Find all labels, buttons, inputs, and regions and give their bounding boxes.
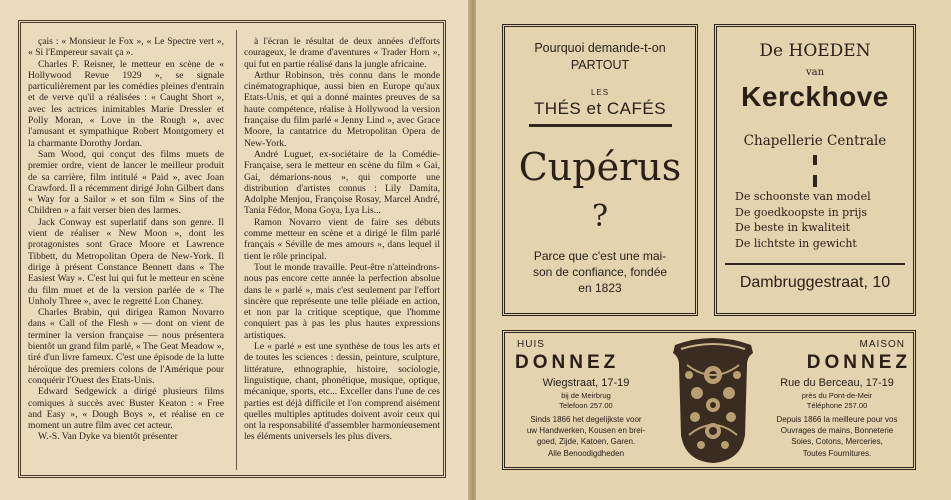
paragraph: Arthur Robinson, très connu dans le monde cinématographique, aussi bien en Europe qu'aux Etats-Unis, et qui a donné maintes preuves de sa haute compétence, réalise à Hollywood la version française du film parlé « Jenny Lind », avec Grace Moore, la cantatrice du Metropolitan Opera de New-York.	[244, 69, 440, 149]
feature-item: De lichtste in gewicht	[735, 236, 857, 250]
paragraph: çais : « Monsieur le Fox », « Le Spectre vert », « Si l'Empereur savait ça ».	[28, 36, 224, 59]
tel-right: Téléphone 257.00	[806, 401, 868, 410]
text-column-2	[244, 36, 440, 443]
desc-left-2: uw Handwerken, Kousen en brei-	[526, 426, 646, 435]
desc-right-2: Ouvrages de mains, Bonneterie	[780, 426, 894, 435]
donnez-dutch-panel	[505, 333, 667, 467]
ad-address: Dambruggestraat, 10	[739, 274, 891, 291]
label-huis: HUIS	[517, 339, 545, 350]
ad-underline	[529, 124, 672, 127]
brand-kerckhove: Kerckhove	[741, 81, 889, 112]
ad-thes-cafes: THÉS et CAFÉS	[533, 99, 667, 118]
ad-de-hoeden: De HOEDEN	[759, 41, 871, 61]
desc-left-3: goed, Zijde, Katoen, Garen.	[536, 437, 636, 446]
ad-van: van	[805, 67, 825, 78]
paragraph: Edward Sedgewick a dirigé plusieurs films comiques à succès avec Buster Keaton : « Free and Easy », « Dough Boys », et réalise en ce moment un autre film avec cet acteur.	[28, 386, 224, 432]
paragraph: W.-S. Van Dyke va bientôt présenter	[38, 431, 178, 443]
street-left: Wiegstraat, 17-19	[542, 377, 630, 389]
text-column-1	[28, 36, 224, 443]
paragraph: Tout le monde travaille. Peut-être n'atteindrons-nous pas encore cette année la perfection absolue dans le « parlé », mais c'est seulement par l'effort sincère que représente une telle pléiade en action, et non par la critique sceptique, que l'homme conquiert pas à pas les plus hautes expressions artistiques.	[244, 261, 440, 341]
feature-item: De beste in kwaliteit	[735, 221, 851, 234]
desc-left-1: Sinds 1866 het degelijkste voor	[530, 415, 642, 424]
paragraph: Charles F. Reisner, le metteur en scène de « Hollywood Revue 1929 », se signale particulièrement par les comédies pleines d'entrain et de verve qu'il a réalisées : « Caught Short », avec les actrices inimitables Marie Dressler et Polly Moran, « Love in the Rough », avec l'amusant et sympathique Robert Montgomery et la charmante Dorothy Jordan.	[28, 58, 224, 149]
ad-tagline-partout: PARTOUT	[570, 58, 630, 72]
brand-cuperus: Cupérus	[518, 145, 682, 189]
desc-right-4: Toutes Fournitures.	[802, 449, 872, 458]
paragraph: André Luguet, ex-sociétaire de la Comédie-Française, sera le metteur en scène du film « Gai, Gai, démarions-nous », qui comporte une distribution d'artistes connus : Lily Damita, Adolphe Menjou, Françoise Rosay, Marcel André, Tania Fédor, Mona Goya, Lya Lis...	[244, 148, 440, 217]
ad-reason-line3: en 1823	[578, 281, 622, 295]
brand-donnez-left: DONNEZ	[515, 352, 620, 373]
donnez-advertisement	[502, 330, 916, 470]
label-maison: MAISON	[859, 339, 905, 350]
desc-right-1: Depuis 1866 la meilleure pour vos	[776, 415, 898, 424]
ornament-mark	[813, 155, 817, 165]
near-right: près du Pont-de-Meir	[801, 391, 873, 400]
donnez-french-panel	[759, 333, 915, 467]
paragraph: Charles Brabin, qui dirigea Ramon Novarro dans « Call of the Flesh » — dont on vient de terminer la version française — nous présentera bientôt un grand film parlé, « The Geat Meadow », tiré d'un livre fameux. C'est une épisode de la lutte héroïque des premiers colons de l'Amérique pour conquérir l'Ouest des Etats-Unis.	[28, 307, 224, 386]
ad-reason-line1: Parce que c'est une mai-	[533, 249, 667, 263]
tel-left: Telefoon 257.00	[559, 401, 613, 410]
near-left: bij de Meirbrug	[561, 391, 611, 400]
paragraph: à l'écran le résultat de deux années d'efforts courageux, le drame d'aventures « Trader Horn », qui fut en partie réalisé dans la jungle africaine.	[244, 36, 440, 70]
ornament-mark	[813, 175, 817, 187]
feature-item: De schoonste van model	[735, 190, 871, 203]
kerckhove-advertisement	[714, 24, 916, 316]
cuperus-advertisement	[502, 24, 698, 316]
paragraph: Sam Wood, qui conçut des films muets de premier ordre, vient de lancer le meilleur produit de sa carrière, film intitulé « Paid », avec Joan Crawford. Il a récemment dirigé John Gilbert dans « Way for a Sailor » et son film « Sins of the Children » a fait verser bien des larmes.	[28, 148, 224, 217]
feature-item: De goedkoopste in prijs	[735, 205, 868, 219]
desc-right-3: Soies, Cotons, Merceries,	[791, 437, 883, 446]
ornamental-bag-icon	[667, 335, 759, 467]
ad-les: LES	[590, 88, 610, 97]
ad-separator	[725, 263, 905, 265]
question-mark: ?	[591, 199, 609, 234]
paragraph: Le « parlé » est une synthèse de tous les arts et de toutes les sciences : dessin, peinture, sculpture, littérature, ethnographie, histoire, sociologie, linguistique, chant, phonétique, musique, optique, mécanique, sports, etc... Exceller dans l'une de ces parties est déjà difficile et l'on comprend aisément quelles multiples aptitudes doivent avoir ceux qui ont la responsabilité d'assembler harmonieusement les éléments universels les plus divers.	[244, 341, 440, 443]
left-page	[0, 0, 470, 500]
paragraph: Jack Conway est superlatif dans son genre. Il vient de réaliser « New Moon », dont les protagonistes sont Grace Moore et Lawrence Tibbett, du Metropolitan Opera de New-York. Il dirige à présent Constance Bennett dans « The Easiest Way ». C'est lui qui fut le metteur en scène du film muet et de la version parlée de « The Unholy Three », avec le regretté Lon Chaney.	[28, 216, 224, 307]
desc-left-4: Alle Benoodigdheden	[547, 449, 625, 458]
column-divider	[236, 30, 237, 470]
paragraph: Ramon Novarro vient de faire ses débuts comme metteur en scène et a dirigé le film parlé français « Séville de mes amours », dans lequel il tient le rôle principal.	[244, 216, 440, 262]
feature-list	[735, 189, 871, 251]
ad-chapellerie: Chapellerie Centrale	[743, 133, 887, 149]
brand-donnez-right: DONNEZ	[806, 352, 911, 373]
ad-reason-line2: son de confiance, fondée	[532, 265, 668, 279]
ad-tagline: Pourquoi demande-t-on	[534, 41, 666, 55]
street-right: Rue du Berceau, 17-19	[780, 377, 894, 389]
